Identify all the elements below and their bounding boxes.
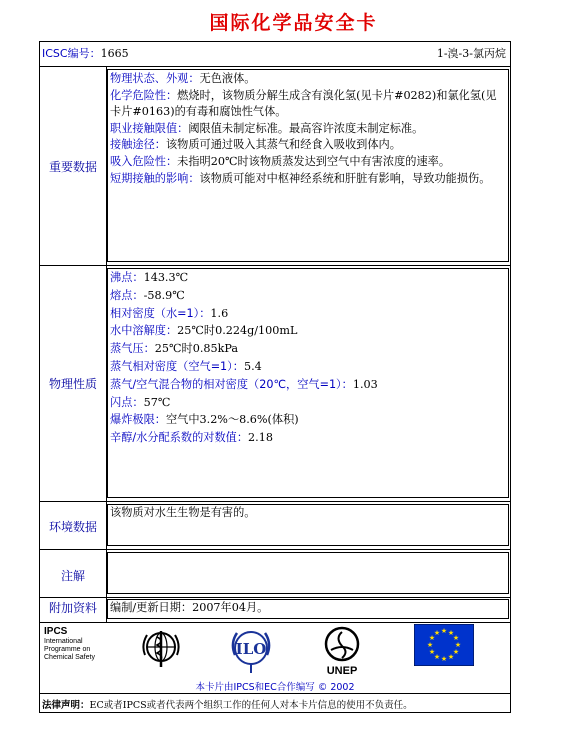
svg-text:★: ★ [433,653,441,661]
svg-text:★: ★ [428,648,436,656]
eu-flag-icon [414,624,474,666]
important-row: 吸入危险性：未指明20℃时该物质蒸发达到空气中有害浓度的速率。 [110,154,451,168]
svg-text:★: ★ [452,648,460,656]
chemical-name: 1-溴-3-氯丙烷 [436,47,506,60]
property-row: 辛醇/水分配系数的对数值：2.18 [110,431,273,445]
additional-text: 编制/更新日期：2007年04月。 [110,601,269,614]
property-row: 沸点：143.3℃ [110,271,189,284]
section-label-notes: 注解 [60,569,85,583]
important-row: 物理状态、外观：无色液体。 [110,72,256,85]
environment-text: 该物质对水生生物是有害的。 [110,506,256,519]
legal-notice [42,697,413,711]
property-row: 闪点：57℃ [110,395,171,409]
important-row: 短期接触的影响：该物质可能对中枢神经系统和肝脏有影响，导致功能损伤。 [110,171,491,185]
section-label-additional: 附加资料 [48,601,97,615]
physical-properties-box [107,268,509,498]
who-emblem-icon [137,625,185,673]
legal-text: EC或者IPCS或者代表两个组织工作的任何人对本卡片信息的使用不负责任。 [89,700,413,711]
svg-text:★: ★ [440,627,448,635]
icsc-value: 1665 [100,47,129,60]
unep-emblem-icon [315,624,369,680]
svg-text:★: ★ [454,641,462,649]
ilo-emblem-icon [228,625,274,675]
property-row: 蒸气/空气混合物的相对密度（20℃，空气=1）：1.03 [110,377,378,391]
credit-line: 本卡片由IPCS和EC合作编写 © 2002 [195,682,355,693]
page-title: 国际化学品安全卡 [209,12,378,34]
property-row: 爆炸极限：空气中3.2%～8.6%(体积) [110,413,299,427]
environment-box [107,504,509,546]
additional-box [107,599,509,619]
important-data-box [107,69,509,262]
icsc-number [42,45,129,61]
important-row: 职业接触限值：阈限值未制定标准。最高容许浓度未制定标准。 [110,121,424,135]
svg-text:UNEP: UNEP [326,665,358,677]
important-data-list [108,70,508,187]
divider [40,549,510,550]
svg-text:★: ★ [440,655,448,663]
icsc-label: ICSC编号： [42,47,101,60]
divider [40,265,510,266]
svg-text:ILO: ILO [235,640,267,658]
ipcs-logo: IPCS International Programme on Chemical Safety [44,626,95,661]
physical-properties-list [108,269,508,447]
section-label-important: 重要数据 [48,160,97,174]
section-label-physical: 物理性质 [48,377,97,391]
chemical-safety-card [39,41,511,713]
svg-text:★: ★ [428,634,436,642]
important-row: 化学危险性：燃烧时，该物质分解生成含有溴化氢(见卡片#0282)和氯化氢(见卡片#0163)的有毒和腐蚀性气体。 [110,88,497,119]
svg-text:★: ★ [433,629,441,637]
legal-label: 法律声明： [42,700,90,711]
property-row: 熔点：-58.9℃ [110,288,185,302]
notes-box [107,552,509,594]
svg-text:★: ★ [426,641,434,649]
divider [40,693,510,694]
property-row: 相对密度（水=1）：1.6 [110,306,229,320]
property-row: 蒸气压：25℃时0.85kPa [110,342,239,356]
svg-text:★: ★ [447,629,455,637]
section-label-environment: 环境数据 [48,520,97,534]
svg-text:★: ★ [452,634,460,642]
divider [40,597,510,598]
divider [40,501,510,502]
property-row: 蒸气相对密度（空气=1）：5.4 [110,359,262,373]
divider [40,66,510,67]
svg-text:★: ★ [447,653,455,661]
property-row: 水中溶解度：25℃时0.224g/100mL [110,324,298,338]
important-row: 接触途径：该物质可通过吸入其蒸气和经食入吸收到体内。 [110,138,401,152]
